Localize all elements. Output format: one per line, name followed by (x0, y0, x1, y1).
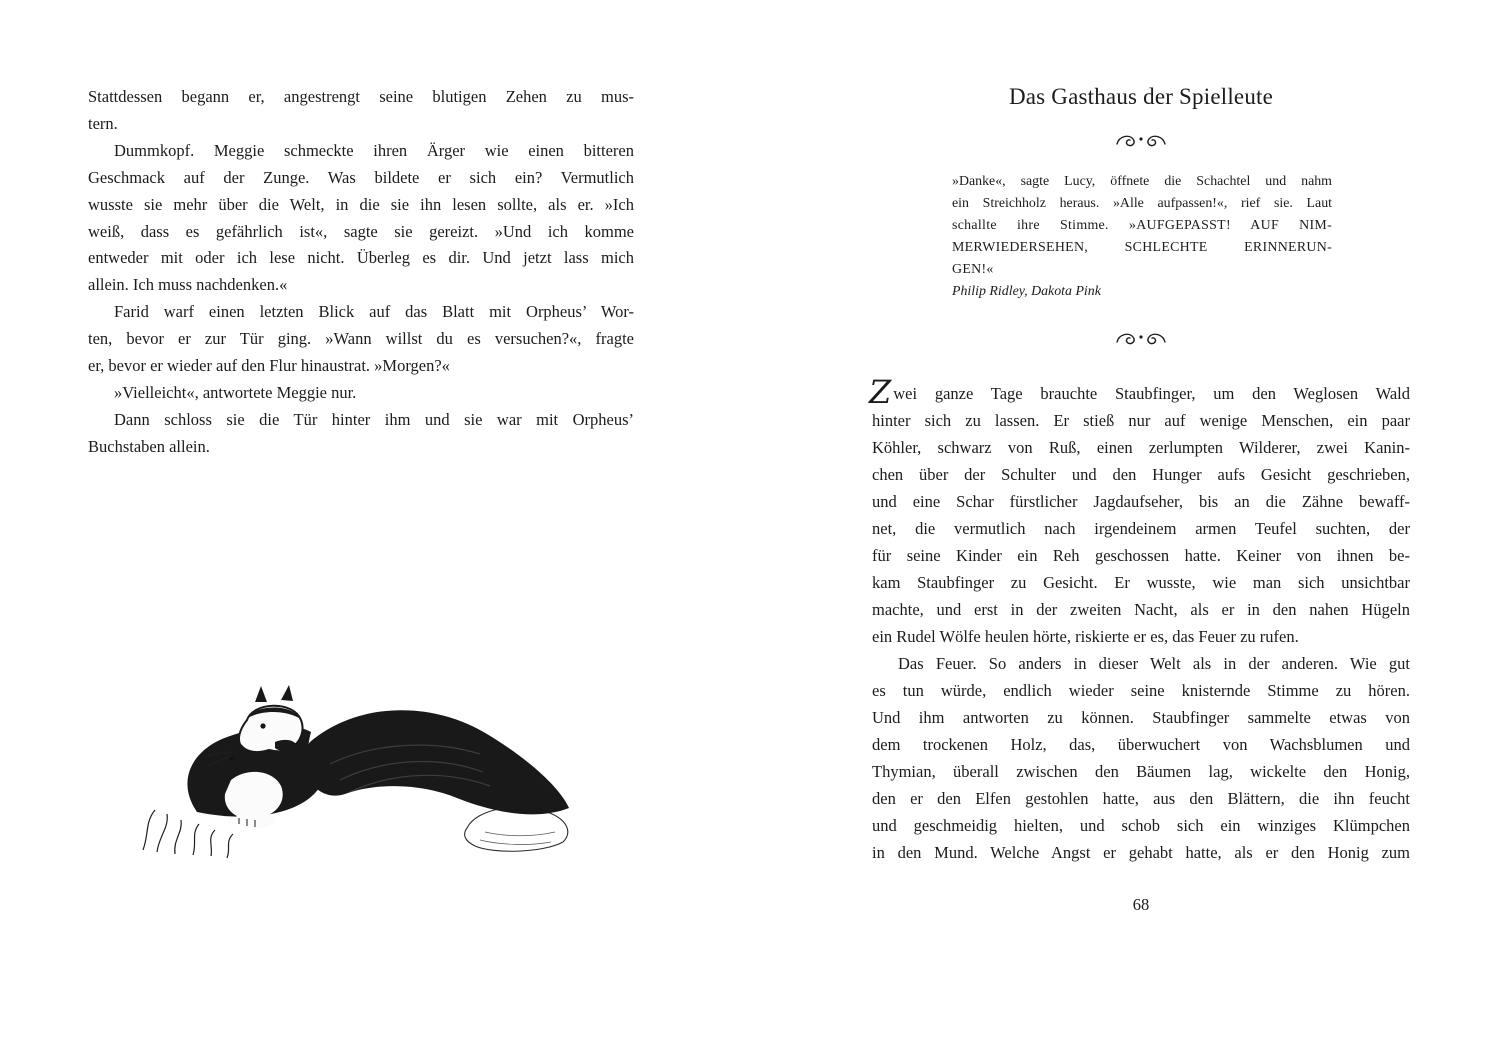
text-line: GEN!« (952, 262, 994, 277)
fleuron-ornament-icon (872, 330, 1410, 348)
text-line: er, bevor er wieder auf den Flur hinaustrat. »Morgen?« (88, 356, 450, 376)
text-line: und eine Schar fürstlicher Jagdaufseher, bis an die Zähne bewaff- (872, 492, 1410, 511)
text-line: Thymian, überall zwischen den Bäumen lag, wickelte den Honig, (872, 762, 1410, 781)
text-line: Geschmack auf der Zunge. Was bildete er sich ein? Vermutlich (88, 167, 634, 187)
text-line: Und ihm antworten zu können. Staubfinger sammelte etwas von (872, 708, 1410, 727)
text-line: tern. (88, 113, 118, 133)
text-line: Dann schloss sie die Tür hinter ihm und sie war mit Orpheus’ (114, 409, 634, 429)
text-line: machte, und erst in der zweiten Nacht, als er in den nahen Hügeln (872, 600, 1410, 619)
text-line: wusste sie mehr über die Welt, in die sie ihn lesen sollte, als er. »Ich (88, 194, 634, 214)
chapter-body-text (869, 373, 1410, 866)
text-line: kam Staubfinger zu Gesicht. Er wusste, wie man sich unsichtbar (872, 573, 1410, 592)
text-line: dem trockenen Holz, das, überwuchert von Wachsblumen und (872, 735, 1410, 754)
text-line: Farid warf einen letzten Blick auf das Blatt mit Orpheus’ Wor- (114, 302, 634, 322)
text-line: allein. Ich muss nachdenken.« (88, 275, 288, 295)
left-page-text-block (88, 84, 634, 461)
text-line: entweder mit oder ich lese nicht. Überleg es dir. Und jetzt lass mich (88, 248, 634, 268)
text-line: »Vielleicht«, antwortete Meggie nur. (114, 382, 357, 402)
text-line: es tun würde, endlich wieder seine knisternde Stimme zu hören. (872, 681, 1410, 700)
text-line: ein Streichholz heraus. »Alle aufpassen!«, rief sie. Laut (952, 196, 1332, 211)
horned-marten-sketch (135, 662, 605, 877)
text-line: Zwei ganze Tage brauchte Staubfinger, um den Weglosen Wald (869, 373, 1410, 411)
text-line: »Danke«, sagte Lucy, öffnete die Schachtel und nahm (952, 174, 1332, 189)
text-line: ten, bevor er zur Tür ging. »Wann willst du es versuchen?«, fragte (88, 329, 634, 349)
fleuron-ornament-icon (872, 132, 1410, 150)
page-number: 68 (1132, 895, 1150, 914)
text-line: weiß, dass es gefährlich ist«, sagte sie gereizt. »Und ich komme (88, 221, 634, 241)
text-line: hinter sich zu lassen. Er stieß nur auf wenige Menschen, ein paar (872, 411, 1410, 430)
text-line: Stattdessen begann er, angestrengt seine blutigen Zehen zu mus- (88, 87, 634, 106)
marten-illustration (135, 662, 605, 877)
drop-cap: Z (869, 373, 892, 411)
text-line: Dummkopf. Meggie schmeckte ihren Ärger wie einen bitteren (114, 140, 634, 160)
epigraph-lines (952, 171, 1332, 281)
text-line: und geschmeidig hielten, und schob sich ein winziges Klümpchen (872, 816, 1410, 835)
text-line: in den Mund. Welche Angst er gehabt hatte, als er den Honig zum (872, 843, 1410, 862)
epigraph (952, 171, 1332, 303)
text-line: chen über der Schulter und den Hunger aufs Gesicht geschrieben, (872, 465, 1410, 484)
text-line: Das Feuer. So anders in dieser Welt als in der anderen. Wie gut (898, 654, 1410, 673)
text-line: Köhler, schwarz von Ruß, einen zerlumpten Wilderer, zwei Kanin- (872, 438, 1410, 457)
text-line: net, die vermutlich nach irgendeinem armen Teufel suchten, der (872, 519, 1410, 538)
chapter-title: Das Gasthaus der Spielleute (1008, 84, 1274, 109)
text-line: schallte ihre Stimme. »AUFGEPASST! AUF NIM- (952, 218, 1332, 233)
text-line: Buchstaben allein. (88, 436, 210, 456)
text-line: für seine Kinder ein Reh geschossen hatte. Keiner von ihnen be- (872, 546, 1410, 565)
text-line: den er den Elfen gestohlen hatte, aus den Blättern, die ihn feucht (872, 789, 1410, 808)
text-line: MERWIEDERSEHEN, SCHLECHTE ERINNERUN- (952, 240, 1332, 255)
epigraph-attribution: Philip Ridley, Dakota Pink (952, 284, 1101, 299)
text-line: ein Rudel Wölfe heulen hörte, riskierte er es, das Feuer zu rufen. (872, 627, 1299, 646)
